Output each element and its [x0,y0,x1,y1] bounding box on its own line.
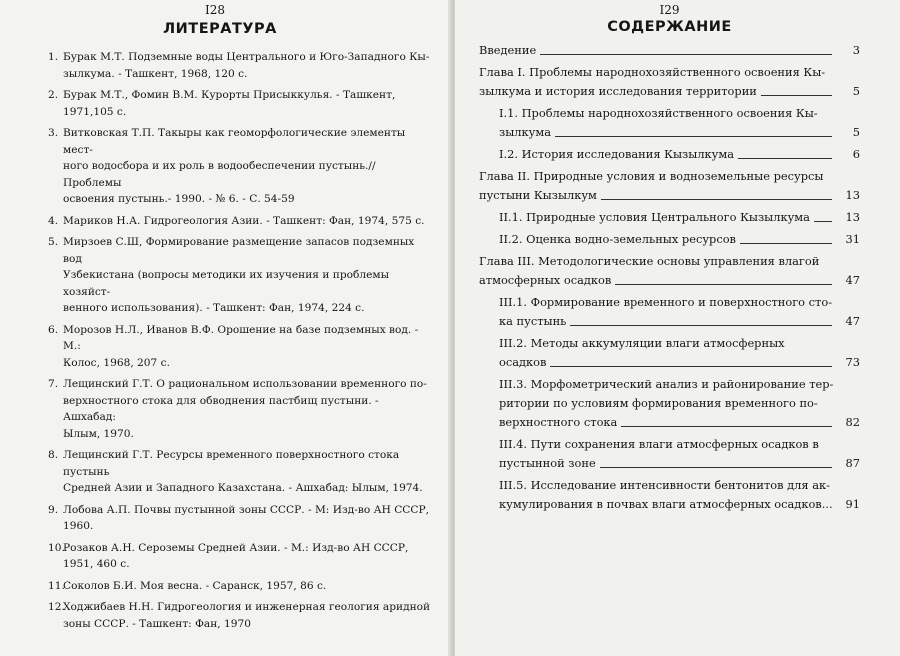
reference-text: Розаков А.Н. Сероземы Средней Азии. - М.: Изд-во АН СССР, 1951, 460 с. [63,541,409,570]
bibliography-heading: ЛИТЕРАТУРА [163,21,277,37]
reference-text: Ходжибаев Н.Н. Гидрогеология и инженерная геология аридной зоны СССР. - Ташкент: Фан, 1970 [63,601,431,630]
toc-page-number: 47 [845,273,860,287]
toc-page-number: 31 [845,232,860,246]
toc-entry-title-start: Глава II. Природные условия и водноземельные ресурсы [479,169,824,183]
toc-page-number: 13 [845,188,860,202]
toc-entry-title: Введение [479,43,537,57]
reference-item [48,447,432,497]
toc-leader-line [601,198,832,200]
contents-heading: СОДЕРЖАНИЕ [607,19,732,35]
reference-number: 6. [48,323,59,336]
reference-item [48,578,432,595]
toc-entry[interactable] [479,63,860,101]
reference-number: 5. [48,236,59,248]
reference-item [48,376,432,442]
toc-entry-title-start: III.3. Морфометрический анализ и районирование тер- ритории по условиям формирования временного по- [499,377,834,410]
toc-entry-title: II.2. Оценка водно-земельных ресурсов [499,232,736,246]
reference-number: 12. [48,601,65,613]
toc-page-number: 6 [852,147,860,161]
reference-text: Морозов Н.Л., Иванов В.Ф. Орошение на базе подземных вод. - М.: Колос, 1968, 207 с. [63,323,419,369]
toc-leader-line [550,365,832,367]
toc-entry[interactable] [479,167,860,205]
reference-number: 10. [48,541,65,554]
toc-entry-title: верхностного стока [499,415,618,429]
toc-leader-line [814,220,832,222]
toc-entry[interactable] [479,41,860,60]
toc-entry-title: осадков [499,355,547,369]
toc-entry-title: ка пустынь [499,314,567,328]
toc-leader-line [615,283,832,285]
toc-page-number: 47 [845,314,860,328]
toc-entry-title-start: Глава III. Методологические основы управления влагой [479,254,820,268]
toc-page-number: 5 [852,84,860,98]
reference-item [48,125,432,208]
toc-entry[interactable] [479,435,860,473]
page-number-right: I29 [659,3,680,17]
toc-entry-title: пустынной зоне [499,456,596,470]
reference-number: 4. [48,214,59,227]
reference-text: Витковская Т.П. Такыры как геоморфологические элементы мест- ного водосбора и их роль в водообеспечении пустынь.// Проблемы освоения пустынь.- 1990. - № 6. - С. 54-59 [63,127,406,205]
toc-entry[interactable] [479,476,860,514]
toc-entry-title-start: III.5. Исследование интенсивности бентонитов для ак- [499,478,830,492]
toc-entry[interactable] [479,145,860,164]
toc-page-number: 73 [845,355,860,369]
toc-leader-line [600,466,832,468]
toc-leader-line [761,94,832,96]
reference-number: 8. [48,449,59,461]
toc-entry-title: I.2. История исследования Кызылкума [499,147,735,161]
right-page [455,0,900,656]
reference-text: Мирзоев С.Ш, Формирование размещение запасов подземных вод Узбекистана (вопросы методики их изучения и проблемы хозяйст- венного использования). - Ташкент: Фан, 1974, 224 с. [63,236,415,314]
toc-page-number: 13 [845,210,860,224]
toc-entry-title: пустыни Кызылкум [479,188,597,202]
toc-entry-title-start: III.2. Методы аккумуляции влаги атмосферных [499,336,785,350]
reference-number: 11. [48,579,65,592]
toc-entry-title: кумулирования в почвах влаги атмосферных осадков... [499,497,833,511]
toc-leader-line [740,242,832,244]
reference-list [48,49,432,632]
table-of-contents [479,41,860,514]
toc-page-number: 87 [845,456,860,470]
toc-leader-line [570,324,832,326]
reference-text: Лещинский Г.Т. О рациональном использовании временного по- верхностного стока для обводнения пастбищ пустыни. - Ашхабад: Ылым, 1970. [63,378,427,440]
toc-entry[interactable] [479,104,860,142]
toc-entry-title: зылкума и история исследования территории [479,84,757,98]
reference-item [48,213,432,230]
toc-entry-title: II.1. Природные условия Центрального Кызылкума [499,210,810,224]
reference-item [48,502,432,535]
toc-page-number: 82 [845,415,860,429]
toc-entry[interactable] [479,293,860,331]
reference-number: 1. [48,51,59,63]
toc-entry-title-start: III.1. Формирование временного и поверхностного сто- [499,295,833,309]
toc-entry-title-start: III.4. Пути сохранения влаги атмосферных осадков в [499,437,819,451]
reference-text: Бурак М.Т., Фомин В.М. Курорты Присыккулья. - Ташкент, 1971,105 с. [63,89,396,118]
toc-entry[interactable] [479,334,860,372]
reference-item [48,234,432,317]
toc-entry-title-start: Глава I. Проблемы народнохозяйственного освоения Кы- [479,65,826,79]
reference-text: Бурак М.Т. Подземные воды Центрального и Юго-Западного Кы- зылкума. - Ташкент, 1968, 120 с. [63,51,430,80]
reference-text: Мариков Н.А. Гидрогеология Азии. - Ташкент: Фан, 1974, 575 с. [63,214,425,227]
reference-text: Соколов Б.И. Моя весна. - Саранск, 1957, 86 с. [63,579,327,592]
reference-item [48,87,432,120]
toc-page-number: 3 [852,43,860,57]
reference-text: Лещинский Г.Т. Ресурсы временного поверхностного стока пустынь Средней Азии и Западного Казахстана. - Ашхабад: Ылым, 1974. [63,449,423,494]
toc-leader-line [555,135,832,137]
reference-number: 9. [48,503,59,516]
toc-entry[interactable] [479,375,860,432]
reference-item [48,322,432,372]
reference-item [48,540,432,573]
toc-entry-title: атмосферных осадков [479,273,612,287]
toc-leader-line [540,53,832,55]
toc-entry-title-start: I.1. Проблемы народнохозяйственного освоения Кы- [499,106,818,120]
reference-number: 7. [48,378,59,390]
page-number-left: I28 [204,3,225,17]
reference-number: 2. [48,89,59,101]
reference-item [48,49,432,82]
reference-text: Лобова А.П. Почвы пустынной зоны СССР. - М: Изд-во АН СССР, 1960. [63,503,430,532]
toc-page-number: 91 [845,497,860,511]
reference-number: 3. [48,127,59,139]
toc-entry[interactable] [479,230,860,249]
toc-entry[interactable] [479,208,860,227]
reference-item [48,599,432,632]
toc-entry[interactable] [479,252,860,290]
toc-leader-line [738,157,832,159]
toc-leader-line [621,425,832,427]
toc-entry-title: зылкума [499,125,551,139]
toc-page-number: 5 [852,125,860,139]
